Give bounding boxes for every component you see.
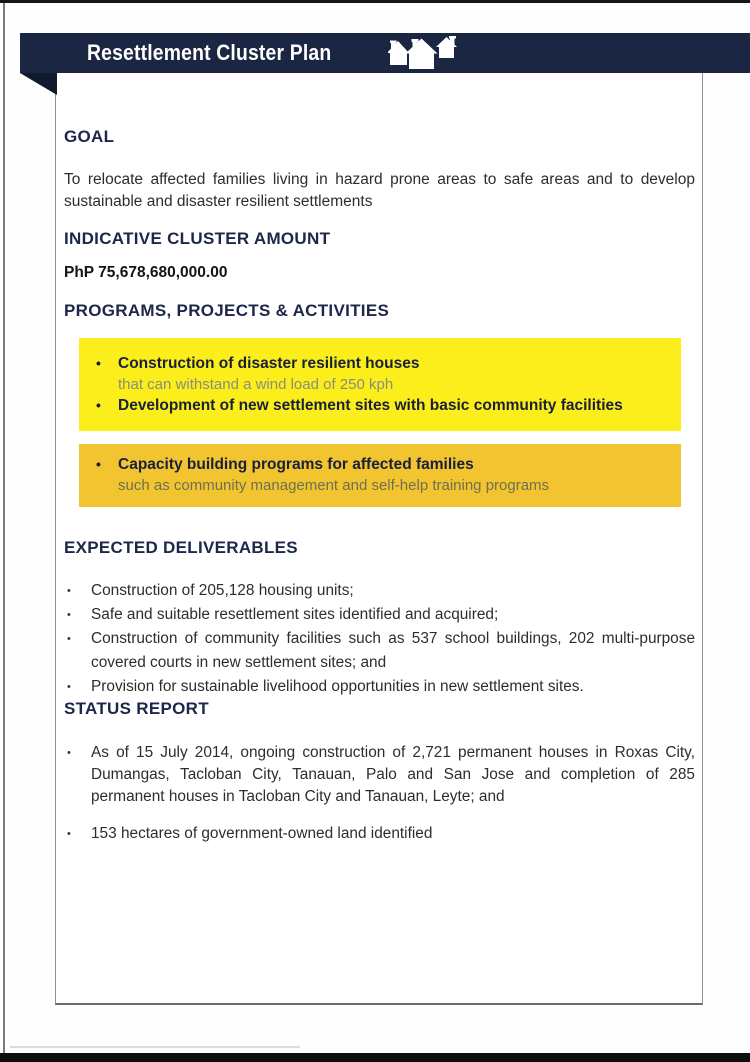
bullet-icon: • (67, 585, 71, 597)
title-banner (20, 33, 750, 73)
bullet-icon: • (96, 397, 101, 413)
list-item (79, 454, 663, 496)
ppa-item-title: Capacity building programs for affected families (118, 456, 474, 473)
ppa-item-title: Construction of disaster resilient houses (118, 355, 420, 372)
banner-fold (20, 73, 57, 95)
ppa-highlight-box-2 (79, 444, 681, 507)
bullet-icon: • (67, 609, 71, 621)
page-bottom-edge-bar (0, 1053, 750, 1062)
banner-title: Resettlement Cluster Plan (87, 40, 332, 65)
bullet-icon: • (67, 828, 71, 840)
deliverables-heading: EXPECTED DELIVERABLES (64, 538, 298, 557)
deliverable-text: Construction of community facilities such as 537 school buildings, 202 multi-purpose covered courts in new settlement sites; and (91, 630, 695, 671)
list-item (79, 353, 663, 395)
bullet-icon: • (67, 633, 71, 645)
list-item (64, 627, 695, 675)
ppa-item-subtitle: such as community management and self-help training programs (118, 477, 550, 494)
status-text: As of 15 July 2014, ongoing construction of 2,721 permanent houses in Roxas City, Dumangas, Tacloban City, Tanauan, Palo and San Jose and completion of 285 permanent houses in Tacloban City and Tanauan, Leyte; and (91, 744, 695, 805)
page-top-edge-line (0, 0, 750, 3)
houses-icon (388, 36, 462, 72)
scan-artifact-line (10, 1046, 300, 1048)
bullet-icon: • (67, 747, 71, 759)
ppa-item-title: Development of new settlement sites with basic community facilities (118, 397, 623, 414)
content-frame (55, 62, 703, 1005)
list-item (64, 675, 695, 699)
goal-body: To relocate affected families living in hazard prone areas to safe areas and to develop sustainable and disaster resilient settlements (64, 171, 695, 210)
amount-value: PhP 75,678,680,000.00 (64, 264, 228, 281)
deliverable-text: Safe and suitable resettlement sites identified and acquired; (91, 606, 499, 623)
goal-heading: GOAL (64, 127, 115, 146)
bullet-icon: • (67, 681, 71, 693)
deliverables-list (64, 579, 695, 699)
list-item (64, 823, 695, 845)
status-heading: STATUS REPORT (64, 699, 209, 718)
deliverable-text: Construction of 205,128 housing units; (91, 582, 354, 599)
ppa-heading: PROGRAMS, PROJECTS & ACTIVITIES (64, 301, 390, 320)
amount-heading: INDICATIVE CLUSTER AMOUNT (64, 229, 331, 248)
bullet-icon: • (96, 355, 101, 371)
page-left-edge-line (3, 3, 5, 1054)
list-item (64, 603, 695, 627)
status-list (64, 742, 695, 845)
list-item (79, 395, 663, 416)
list-item (64, 742, 695, 808)
ppa-item-subtitle: that can withstand a wind load of 250 kph (118, 376, 394, 393)
bullet-icon: • (96, 456, 101, 472)
deliverable-text: Provision for sustainable livelihood opportunities in new settlement sites. (91, 678, 584, 695)
list-item (64, 579, 695, 603)
status-text: 153 hectares of government-owned land identified (91, 825, 433, 842)
ppa-highlight-box-1 (79, 338, 681, 431)
